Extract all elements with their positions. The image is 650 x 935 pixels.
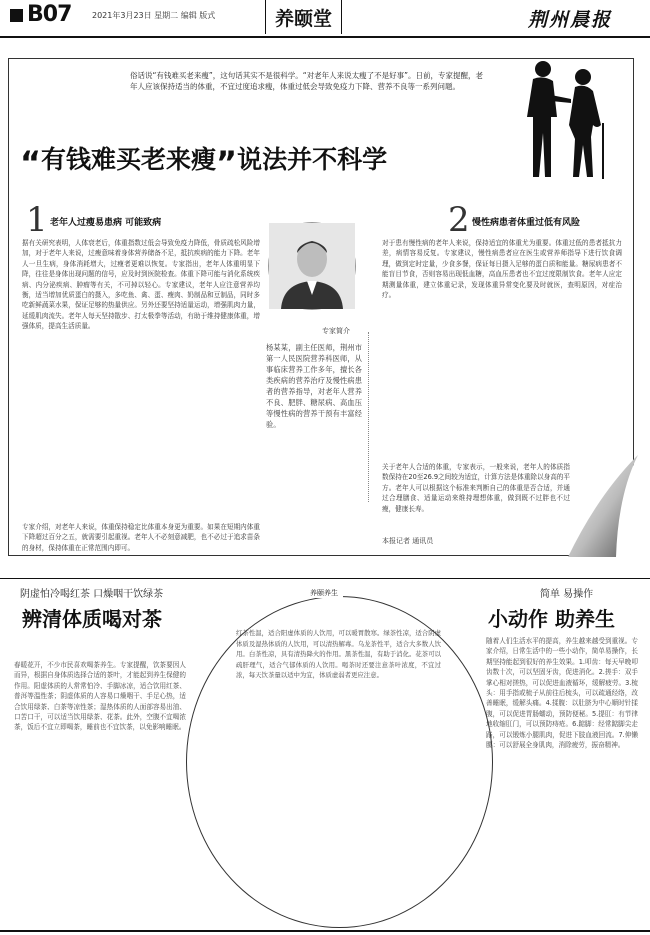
- square-icon: [10, 9, 23, 22]
- expert-bio: 杨某某，副主任医师，荆州市第一人民医院营养科医师，从事临床营养工作多年，擅长各类疾病的营养治疗及慢性病患者的营养指导，对老年人营养不良、肥胖、糖尿病、高血压等慢性病的营养干预有丰富经验。: [266, 343, 362, 429]
- article-column-1: 据有关研究表明，人体衰老后，体重指数过低会导致免疫力降低，骨质疏松风险增加，对于老年人来说，过瘦意味着身体营养储备不足，抵抗疾病的能力下降。老年人一旦生病，身体消耗增大，过瘦者更难以恢复。专家指出，老年人体重明显下降，往往是身体出现问题的信号，应及时到医院检查。体重下降可能与消化系统疾病、内分泌疾病、肿瘤等有关，不可掉以轻心。专家建议，老年人应注意营养均衡，适当增加优质蛋白的摄入，多吃鱼、禽、蛋、瘦肉、奶制品和豆制品，同时多吃新鲜蔬菜水果，保证足够的热量供应。另外还要坚持适量运动，增强肌肉力量，延缓肌肉流失。老年人每天坚持散步、打太极拳等活动，有助于维持健康体重，增强体质，提高生活质量。: [22, 239, 260, 331]
- article-body-tea: 春暖花开，不少市民喜欢喝茶养生。专家提醒，饮茶要因人而异，根据自身体质选择合适的茶叶，才能起到养生保健的作用。阳虚体质的人常常怕冷、手脚冰凉，适合饮用红茶、普洱等温性茶；阴虚体质的人容易口燥咽干、手足心热，适合饮用绿茶、白茶等凉性茶；湿热体质的人面部容易出油、口苦口干，可以适当饮用绿茶、花茶。此外，空腹不宜喝浓茶，饭后不宜立即喝茶，睡前也不宜饮茶，以免影响睡眠。: [14, 661, 186, 732]
- section-title: 养颐堂: [275, 4, 332, 31]
- article-column-2: 专家介绍，对老年人来说，体重保持稳定比体重本身更为重要。如果在短期内体重下降超过百分之五，就需要引起重视。老年人不必刻意减肥，也不必过于追求苗条的身材，保持体重在正常范围内即可。: [22, 523, 260, 552]
- article-column-3: 对于患有慢性病的老年人来说，保持适宜的体重尤为重要。体重过低的患者抵抗力差，病情容易反复。专家建议，慢性病患者应在医生或营养师指导下进行饮食调理，做到定时定量，少食多餐，保证每日摄入足够的蛋白质和能量。糖尿病患者不能盲目节食，否则容易出现低血糖，高血压患者也不宜过度限制饮食。老年人应定期测量体重，建立体重记录，发现体重异常变化要及时就医，查明原因，对症治疗。: [382, 239, 622, 300]
- section-divider: [0, 578, 650, 579]
- subsection-title-1: 老年人过瘦易患病 可能致病: [50, 218, 162, 228]
- article-body-exercise: 随着人们生活水平的提高，养生越来越受到重视。专家介绍，日常生活中的一些小动作，简单易操作，长期坚持能起到很好的养生效果。1.叩齿：每天早晚叩齿数十次，可以坚固牙齿，促进消化。2.搓手：双手掌心相对搓热，可以促进血液循环，缓解疲劳。3.梳头：用手指或梳子从前往后梳头，可以疏通经络，改善睡眠，缓解头痛。4.揉腹：以肚脐为中心顺时针揉腹，可以促进胃肠蠕动，预防便秘。5.提肛：有节律地收缩肛门，可以预防痔疮。6.踮脚：经常踮脚尖走路，可以锻炼小腿肌肉，促进下肢血液回流。7.伸懒腰：可以舒展全身肌肉，消除疲劳，振奋精神。: [486, 637, 638, 750]
- article-kicker-tea: 阴虚怕冷喝红茶 口燥咽干饮绿茶: [20, 589, 164, 600]
- dateline: 2021年3月23日 星期二 编辑 版式: [92, 11, 216, 20]
- subsection-title-2: 慢性病患者体重过低有风险: [472, 218, 581, 228]
- page-curl-decoration: [568, 455, 638, 557]
- expert-bio-box: [260, 332, 369, 502]
- article-headline: “有钱难买老来瘦”说法并不科学: [20, 144, 388, 182]
- article-headline-exercise: 小动作 助养生: [488, 607, 615, 631]
- section-number-2: 2: [448, 200, 470, 240]
- article-kicker-exercise: 简单 易操作: [540, 589, 594, 600]
- section-number-1: 1: [26, 200, 48, 240]
- oval-body: 红茶性温，适合阳虚体质的人饮用，可以暖胃散寒。绿茶性凉，适合阴虚体质及湿热体质的人饮用，可以清热解毒。乌龙茶性平，适合大多数人饮用。白茶性凉，具有清热降火的作用。黑茶性温，有助于消化。花茶可以疏肝理气，适合气郁体质的人饮用。喝茶时还要注意茶叶浓度，不宜过浓，每天饮茶量以适中为宜，体质虚弱者更应注意。: [236, 629, 441, 680]
- article-column-4: 关于老年人合适的体重，专家表示，一般来说，老年人的体质指数保持在20至26.9之间较为适宜，计算方法是体重除以身高的平方。老年人可以根据这个标准来判断自己的体重是否合适，并通过合理膳食、适量运动来维持理想体重，做到既不过胖也不过瘦，健康长寿。: [382, 463, 570, 513]
- bottom-rule: [0, 930, 650, 932]
- elderly-couple-illustration: [505, 55, 630, 185]
- person-avatar-icon: [269, 223, 355, 309]
- article-headline-tea: 辨清体质喝对茶: [22, 607, 162, 631]
- byline: 本报记者 通讯员: [382, 537, 434, 545]
- masthead-logo: 荆州晨报: [528, 9, 613, 31]
- article-intro: 俗话说“有钱难买老来瘦”，这句话其实不是很科学。“对老年人来说太瘦了不是好事”。日前，专家提醒，老年人应该保持适当的体重，不宜过度追求瘦，体重过低会导致免疫力下降、营养不良等一系列问题。: [130, 71, 484, 91]
- expert-portrait: [268, 222, 356, 310]
- expert-label: 专家简介: [322, 327, 350, 335]
- page-number: B07: [10, 2, 71, 27]
- oval-title: 养颐养生: [305, 588, 343, 598]
